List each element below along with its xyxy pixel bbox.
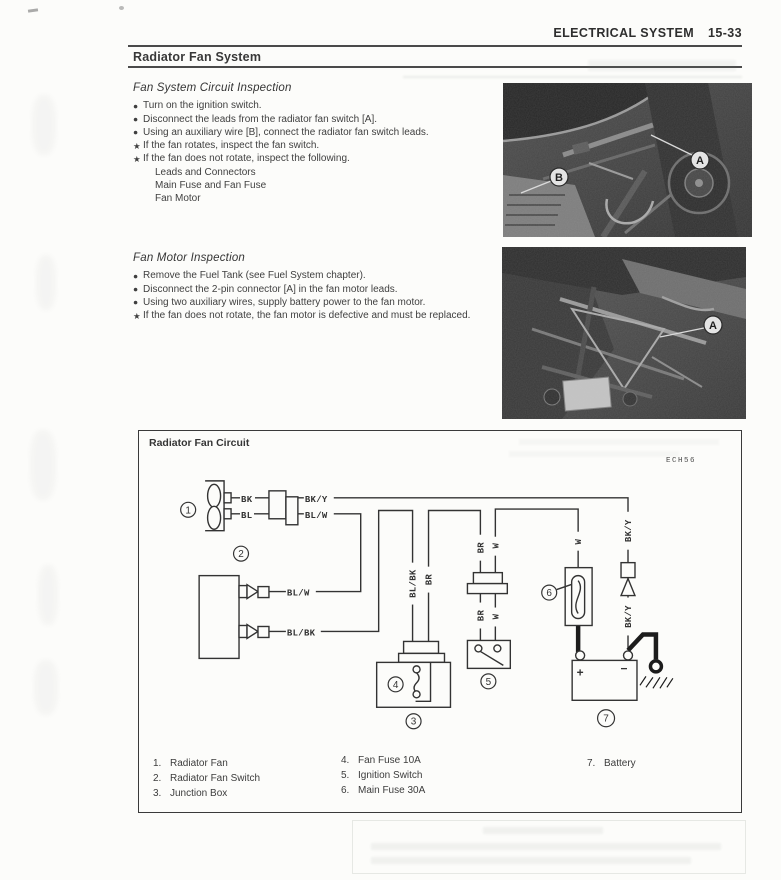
procedure-step bbox=[133, 152, 491, 165]
check-item: Main Fuse and Fan Fuse bbox=[155, 180, 267, 192]
wire-label-blw: BL/W bbox=[304, 510, 328, 521]
fan-motor-inspection bbox=[133, 252, 491, 322]
step-text: Disconnect the 2-pin connector [A] in the fan motor leads. bbox=[143, 283, 398, 295]
ground-hatch-icon bbox=[640, 676, 673, 688]
check-item: Fan Motor bbox=[155, 193, 201, 205]
legend-column-3 bbox=[587, 756, 636, 771]
bullet-icon: ● bbox=[133, 100, 139, 111]
legend-item: 2. Radiator Fan Switch bbox=[153, 773, 261, 784]
legend-column-1 bbox=[153, 756, 260, 801]
wire-label-br: BR bbox=[424, 573, 435, 586]
step-text: If the fan rotates, inspect the fan switch. bbox=[143, 140, 320, 152]
wire-label-w: W bbox=[491, 613, 502, 620]
radiator-fan-circuit-diagram bbox=[138, 430, 742, 813]
wire-label-w: W bbox=[491, 542, 502, 549]
photo-radiator-fan-switch bbox=[503, 83, 752, 237]
wire-label-bl: BL bbox=[241, 510, 253, 521]
fan-system-circuit-inspection bbox=[133, 82, 491, 206]
wire-label-bky: BK/Y bbox=[304, 494, 328, 505]
ignition-connector-symbol bbox=[467, 573, 507, 594]
bullet-icon: ● bbox=[133, 127, 139, 138]
blbk-wire bbox=[269, 510, 413, 643]
figure-code: ECH56 bbox=[666, 457, 697, 465]
legend-item: 7. Battery bbox=[587, 758, 636, 769]
callout-6 bbox=[542, 585, 557, 600]
wire-label-br: BR bbox=[476, 542, 487, 554]
callout-7 bbox=[598, 710, 615, 727]
procedure-step bbox=[133, 296, 491, 309]
svg-text:3: 3 bbox=[410, 716, 417, 728]
procedure-step bbox=[133, 126, 491, 139]
star-icon: ★ bbox=[133, 310, 141, 321]
diagram-title: Radiator Fan Circuit bbox=[149, 437, 250, 449]
bullet-icon: ● bbox=[133, 270, 139, 281]
svg-text:7: 7 bbox=[603, 713, 609, 725]
scan-smudge bbox=[36, 255, 56, 310]
radiator-fan-symbol bbox=[205, 481, 231, 531]
blw-wire bbox=[269, 514, 361, 592]
procedure-step bbox=[133, 269, 491, 282]
ignition-switch-symbol bbox=[467, 640, 510, 668]
scan-smudge bbox=[32, 95, 56, 155]
svg-text:1: 1 bbox=[185, 505, 191, 517]
star-icon: ★ bbox=[133, 140, 141, 151]
ring-terminal bbox=[650, 661, 661, 672]
battery-minus-sign: − bbox=[620, 661, 628, 676]
radiator-fan-switch-symbol bbox=[199, 576, 269, 659]
procedure-step bbox=[133, 309, 491, 322]
bullet-icon: ● bbox=[133, 114, 139, 125]
legend-item: 3. Junction Box bbox=[153, 788, 228, 799]
page-header bbox=[553, 26, 742, 40]
svg-text:5: 5 bbox=[485, 676, 492, 688]
check-item: Leads and Connectors bbox=[155, 166, 256, 178]
wire-label-bk: BK bbox=[241, 494, 253, 505]
procedure-heading: Fan System Circuit Inspection bbox=[133, 82, 292, 94]
procedure-step bbox=[133, 283, 491, 296]
procedure-step bbox=[133, 139, 491, 152]
svg-text:2: 2 bbox=[238, 549, 244, 561]
callout-1 bbox=[181, 502, 196, 517]
wire-label-bky: BK/Y bbox=[623, 519, 634, 543]
bleed-through-text bbox=[371, 857, 691, 864]
step-text: Remove the Fuel Tank (see Fuel System chapter). bbox=[143, 270, 366, 282]
procedure-step bbox=[133, 113, 491, 126]
wire-label-blbk: BL/BK bbox=[408, 569, 419, 598]
wire-label-bky: BK/Y bbox=[623, 605, 634, 628]
step-text: If the fan does not rotate, inspect the following. bbox=[143, 153, 350, 165]
callout-2 bbox=[234, 546, 249, 561]
scan-smudge bbox=[34, 660, 58, 715]
step-text: Using two auxiliary wires, supply battery power to the fan motor. bbox=[143, 296, 426, 308]
header-rule bbox=[128, 45, 742, 47]
wire-label-w: W bbox=[574, 538, 585, 545]
w-wire bbox=[495, 509, 578, 576]
photo-radiator-fan-switch-image bbox=[503, 83, 752, 237]
wire-label-blw: BL/W bbox=[286, 588, 310, 599]
main-fuse-symbol bbox=[557, 568, 592, 626]
bullet-icon: ● bbox=[133, 284, 139, 295]
star-icon: ★ bbox=[133, 153, 141, 164]
bky-connector-symbols bbox=[621, 563, 635, 596]
step-text: Disconnect the leads from the radiator fan switch [A]. bbox=[143, 113, 377, 125]
procedure-heading: Fan Motor Inspection bbox=[133, 252, 246, 264]
battery-plus-sign: + bbox=[576, 665, 584, 680]
chapter-title: ELECTRICAL SYSTEM bbox=[553, 26, 695, 40]
wire-label-blbk: BL/BK bbox=[286, 628, 316, 639]
bleed-through-text bbox=[588, 60, 736, 71]
scan-smudge bbox=[38, 565, 58, 625]
photo-fan-motor-image bbox=[502, 247, 746, 419]
step-text: Turn on the ignition switch. bbox=[143, 100, 262, 112]
procedure-step bbox=[133, 99, 491, 112]
svg-text:4: 4 bbox=[392, 679, 399, 691]
br-wire bbox=[429, 510, 481, 643]
junction-box-symbol bbox=[377, 641, 451, 707]
bullet-icon: ● bbox=[133, 297, 139, 308]
page-number: 15-33 bbox=[708, 26, 742, 40]
legend-item: 4. Fan Fuse 10A bbox=[341, 755, 421, 766]
svg-text:6: 6 bbox=[546, 588, 552, 600]
callout-5 bbox=[481, 674, 496, 689]
legend-item: 1. Radiator Fan bbox=[153, 758, 228, 769]
step-text: Using an auxiliary wire [B], connect the radiator fan switch leads. bbox=[143, 126, 429, 138]
scan-speck bbox=[119, 6, 124, 10]
photo-fan-motor-connector bbox=[502, 247, 746, 419]
step-text: If the fan does not rotate, the fan motor is defective and must be replaced. bbox=[143, 310, 471, 322]
bleed-through-box bbox=[352, 820, 746, 874]
callout-3 bbox=[406, 714, 421, 729]
wire-label-br: BR bbox=[476, 609, 487, 622]
scan-speck bbox=[28, 8, 38, 12]
bleed-through-rule bbox=[403, 76, 742, 78]
circuit-schematic bbox=[139, 431, 741, 812]
section-title: Radiator Fan System bbox=[133, 50, 262, 64]
legend-item: 5. Ignition Switch bbox=[341, 770, 423, 781]
legend-item: 6. Main Fuse 30A bbox=[341, 785, 426, 796]
bleed-through-text bbox=[483, 827, 603, 834]
fan-connector-symbol bbox=[269, 491, 298, 525]
legend-column-2 bbox=[341, 753, 425, 798]
scan-smudge bbox=[30, 430, 56, 500]
bleed-through-text bbox=[371, 843, 721, 850]
